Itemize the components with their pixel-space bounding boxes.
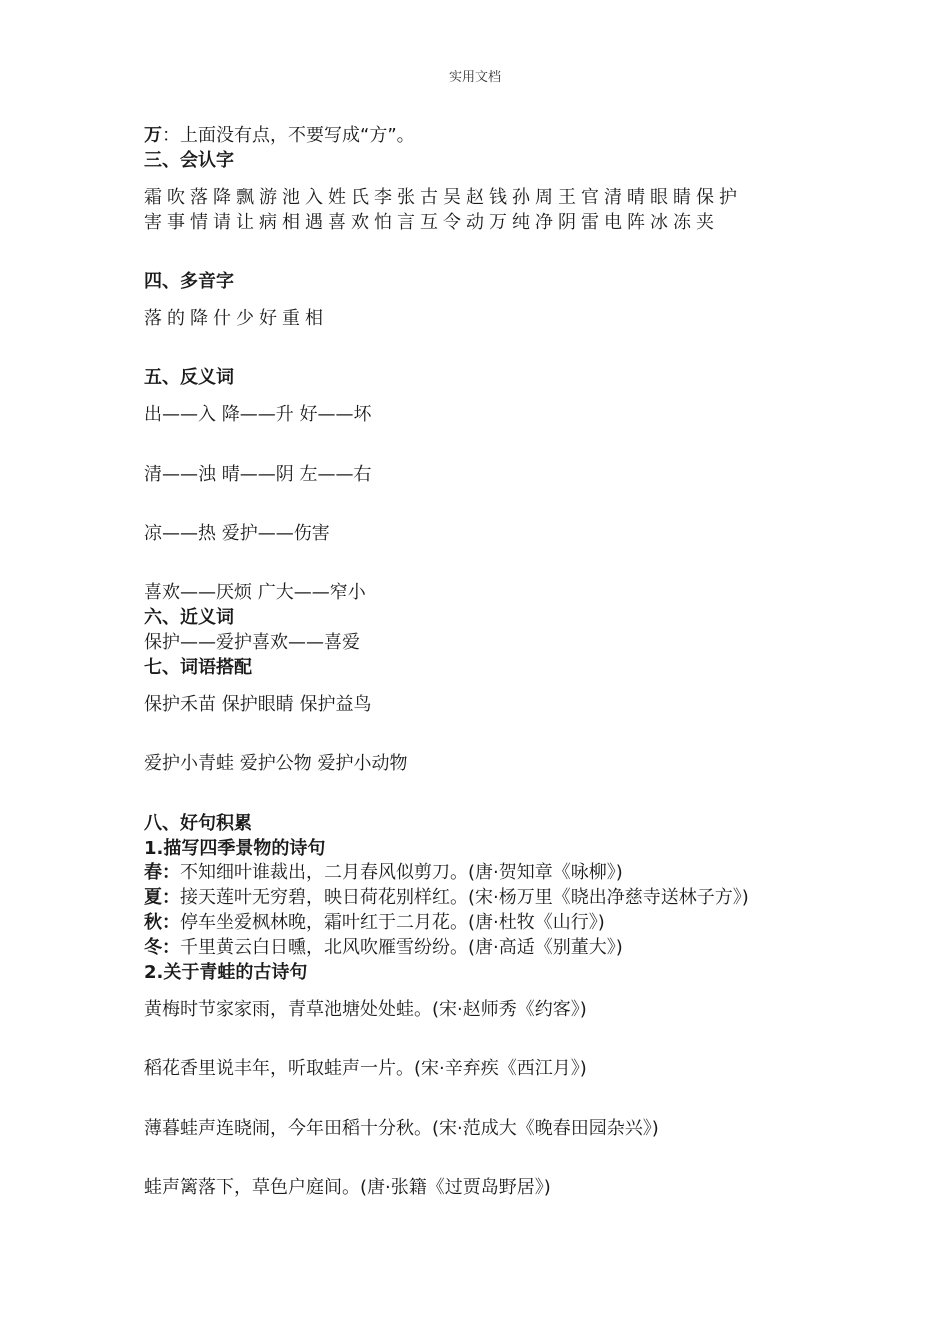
season-poem-winter <box>144 936 623 960</box>
collocation-row: 爱护小青蛙 爱护公物 爱护小动物 <box>144 753 408 774</box>
season-label: 冬： <box>144 937 180 958</box>
page-header: 实用文档 <box>448 70 501 85</box>
section8-subheading-seasons: 1.描写四季景物的诗句 <box>144 838 326 859</box>
antonym-row: 喜欢——厌烦 广大——窄小 <box>144 582 366 603</box>
antonym-row: 凉——热 爱护——伤害 <box>144 523 330 544</box>
intro-note-text: ：上面没有点，不要写成“方”。 <box>162 125 415 146</box>
season-text: 不知细叶谁裁出，二月春风似剪刀。(唐·贺知章《咏柳》) <box>180 862 623 883</box>
section6-heading: 六、近义词 <box>144 607 234 628</box>
collocation-row: 保护禾苗 保护眼睛 保护益鸟 <box>144 694 372 715</box>
season-label: 春： <box>144 862 180 883</box>
frog-poem: 黄梅时节家家雨，青草池塘处处蛙。(宋·赵师秀《约客》) <box>144 999 587 1020</box>
section7-heading: 七、词语搭配 <box>144 657 252 678</box>
section3-chars-line1: 霜吹落降飘游池入姓氏李张古吴赵钱孙周王官清晴眼睛保护 <box>144 187 742 208</box>
frog-poem: 稻花香里说丰年，听取蛙声一片。(宋·辛弃疾《西江月》) <box>144 1058 587 1079</box>
section3-chars-line2: 害事情请让病相遇喜欢怕言互令动万纯净阴雷电阵冰冻夹 <box>144 212 719 233</box>
frog-poem: 蛙声篱落下，草色户庭间。(唐·张籍《过贾岛野居》) <box>144 1177 551 1198</box>
frog-poem: 薄暮蛙声连晓闹，今年田稻十分秋。(宋·范成大《晚春田园杂兴》) <box>144 1118 659 1139</box>
intro-note <box>144 124 415 148</box>
season-poem-autumn <box>144 911 605 935</box>
season-label: 秋： <box>144 912 180 933</box>
season-text: 停车坐爱枫林晚，霜叶红于二月花。(唐·杜牧《山行》) <box>180 912 605 933</box>
season-poem-spring <box>144 861 623 885</box>
section4-chars: 落的降什少好重相 <box>144 308 328 329</box>
synonym-row: 保护——爱护喜欢——喜爱 <box>144 632 360 653</box>
section8-heading: 八、好句积累 <box>144 813 252 834</box>
antonym-row: 出——入 降——升 好——坏 <box>144 404 372 425</box>
season-text: 千里黄云白日曛，北风吹雁雪纷纷。(唐·高适《别董大》) <box>180 937 623 958</box>
season-text: 接天莲叶无穷碧，映日荷花别样红。(宋·杨万里《晓出净慈寺送林子方》) <box>180 887 749 908</box>
antonym-row: 清——浊 晴——阴 左——右 <box>144 464 372 485</box>
season-label: 夏： <box>144 887 180 908</box>
section5-heading: 五、反义词 <box>144 367 234 388</box>
intro-note-term: 万 <box>144 125 162 146</box>
section4-heading: 四、多音字 <box>144 271 234 292</box>
section3-heading: 三、会认字 <box>144 150 234 171</box>
section8-subheading-frog: 2.关于青蛙的古诗句 <box>144 962 308 983</box>
season-poem-summer <box>144 886 749 910</box>
